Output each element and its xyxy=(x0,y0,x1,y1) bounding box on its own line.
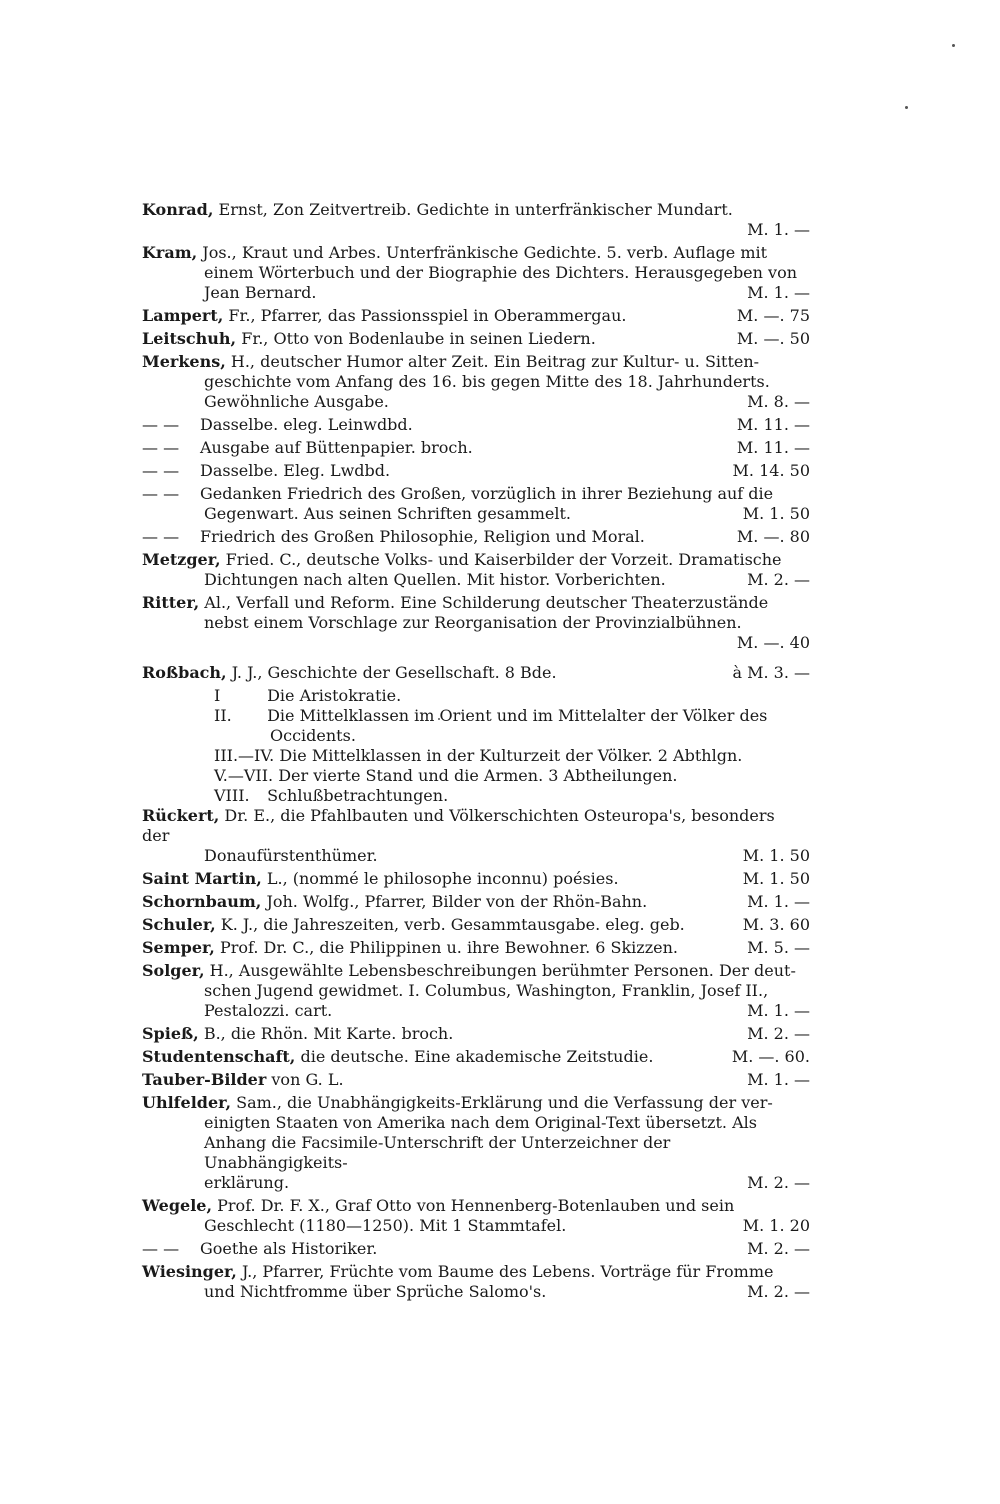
price: M. 1. — xyxy=(747,1001,810,1020)
price: M. 1. 20 xyxy=(742,1216,810,1235)
entry-text xyxy=(142,329,737,349)
entry-first-line xyxy=(142,1239,810,1259)
entry-text xyxy=(142,1024,747,1044)
entry-description: Fr., Otto von Bodenlaube in seinen Liedern. xyxy=(241,329,596,348)
price: M. 5. — xyxy=(747,938,810,957)
entry-text xyxy=(142,1047,732,1067)
ditto-dash: — — xyxy=(142,527,180,546)
entry-description: Prof. Dr. C., die Philippinen u. ihre Bewohner. 6 Skizzen. xyxy=(219,938,679,957)
catalog-entry xyxy=(142,438,810,458)
price: M. —. 40 xyxy=(736,633,810,652)
price: M. 1. 50 xyxy=(742,846,810,865)
entry-first-line xyxy=(142,1196,810,1216)
author-name: Rückert, xyxy=(142,806,220,825)
entry-first-line xyxy=(142,1024,810,1044)
catalog-entry xyxy=(142,892,810,912)
volume-number: II. xyxy=(214,706,232,725)
entry-description: Ausgabe auf Büttenpapier. broch. xyxy=(200,438,473,457)
price: M. 1. — xyxy=(747,283,810,302)
entry-description: Dr. E., die Pfahlbauten und Völkerschichten Osteuropa's, besonders der xyxy=(142,806,775,845)
entry-last-line xyxy=(142,1001,810,1021)
volume-item xyxy=(142,686,810,706)
ditto-dash: — — xyxy=(142,484,180,503)
entry-first-line xyxy=(142,892,810,912)
entry-first-line xyxy=(142,438,810,458)
price: à M. 3. — xyxy=(732,663,810,682)
entry-description: Dasselbe. eleg. Leinwdbd. xyxy=(200,415,413,434)
ditto-dash: — — xyxy=(142,438,180,457)
entry-continuation: schen Jugend gewidmet. I. Columbus, Washington, Franklin, Josef II., xyxy=(204,981,769,1000)
entry-description: H., Ausgewählte Lebensbeschreibungen berühmter Personen. Der deut- xyxy=(209,961,796,980)
author-name: Schuler, xyxy=(142,915,216,934)
catalog-entry xyxy=(142,1239,810,1259)
entry-last-line xyxy=(142,846,810,866)
entry-first-line xyxy=(142,550,810,570)
price: M. 2. — xyxy=(747,1173,810,1192)
entry-text xyxy=(142,243,810,263)
volume-number: III.—IV. xyxy=(214,746,275,765)
catalog-entry xyxy=(142,938,810,958)
catalog-entry xyxy=(142,1196,810,1236)
entry-text xyxy=(142,200,810,220)
entry-text xyxy=(142,593,810,613)
author-name: Wegele, xyxy=(142,1196,213,1215)
entry-first-line xyxy=(142,938,810,958)
entry-first-line xyxy=(142,1070,810,1090)
author-name: Metzger, xyxy=(142,550,221,569)
entry-first-line xyxy=(142,484,810,504)
entry-text xyxy=(142,663,732,683)
entry-description: Fr., Pfarrer, das Passionsspiel in Oberammergau. xyxy=(228,306,627,325)
entry-text xyxy=(142,352,810,372)
entry-text xyxy=(142,1093,810,1113)
ditto-dash: — — xyxy=(142,461,180,480)
volume-number: VIII. xyxy=(214,786,250,805)
catalog-entry xyxy=(142,484,810,524)
author-name: Leitschuh, xyxy=(142,329,237,348)
entry-text xyxy=(142,438,737,458)
entry-text xyxy=(142,484,810,504)
entry-text xyxy=(142,1262,810,1282)
catalog-entry xyxy=(142,806,810,866)
volume-item xyxy=(142,706,810,726)
entry-text xyxy=(142,961,810,981)
price: M. 1. — xyxy=(747,220,810,239)
entry-text xyxy=(142,550,810,570)
entry-description: Ernst, Zon Zeitvertreib. Gedichte in unterfränkischer Mundart. xyxy=(218,200,733,219)
entry-first-line xyxy=(142,869,810,889)
entry-description: Prof. Dr. F. X., Graf Otto von Hennenberg-Botenlauben und sein xyxy=(217,1196,735,1215)
entry-continuation: Donaufürstenthümer. xyxy=(204,846,378,865)
entry-description: J. J., Geschichte der Gesellschaft. 8 Bde. xyxy=(231,663,557,682)
entry-text xyxy=(142,938,747,958)
author-name: Saint Martin, xyxy=(142,869,262,888)
author-name: Ritter, xyxy=(142,593,200,612)
author-name: Lampert, xyxy=(142,306,224,325)
entry-text xyxy=(142,892,747,912)
entry-text xyxy=(142,1239,747,1259)
author-name: Solger, xyxy=(142,961,205,980)
catalog-entry xyxy=(142,352,810,412)
entry-text xyxy=(142,1196,810,1216)
entry-continuation: geschichte vom Anfang des 16. bis gegen Mitte des 18. Jahrhunderts. xyxy=(204,372,770,391)
volume-title: Schlußbetrachtungen. xyxy=(267,786,449,805)
catalog-entry xyxy=(142,415,810,435)
volume-list xyxy=(142,686,810,806)
author-name: Tauber-Bilder xyxy=(142,1070,267,1089)
catalog-entry xyxy=(142,1093,810,1193)
entry-description: Sam., die Unabhängigkeits-Erklärung und die Verfassung der ver- xyxy=(236,1093,773,1112)
paper-speck xyxy=(952,44,955,47)
catalog-entry xyxy=(142,1047,810,1067)
volume-item xyxy=(142,786,810,806)
author-name: Merkens, xyxy=(142,352,226,371)
price: M. —. 80 xyxy=(736,527,810,546)
entry-description: Friedrich des Großen Philosophie, Religion und Moral. xyxy=(200,527,645,546)
entry-first-line xyxy=(142,415,810,435)
volume-item xyxy=(142,766,810,786)
entry-first-line xyxy=(142,915,810,935)
entry-first-line xyxy=(142,806,810,846)
entry-description: Al., Verfall und Reform. Eine Schilderung deutscher Theaterzustände xyxy=(204,593,769,612)
entry-last-line xyxy=(142,1282,810,1302)
entry-first-line xyxy=(142,200,810,220)
paper-speck xyxy=(905,106,908,109)
catalog-entry xyxy=(142,306,810,326)
price: M. 1. 50 xyxy=(742,869,810,888)
entry-last-line xyxy=(142,283,810,303)
entry-last-line xyxy=(142,1216,810,1236)
entry-last-line xyxy=(142,570,810,590)
catalog-entry xyxy=(142,550,810,590)
entry-text xyxy=(142,306,737,326)
volume-title: Die Mittelklassen im Orient und im Mittelalter der Völker des xyxy=(267,706,768,725)
volume-number: V.—VII. xyxy=(214,766,274,785)
price: M. 11. — xyxy=(736,415,810,434)
entry-continuation: Jean Bernard. xyxy=(204,283,317,302)
entry-first-line xyxy=(142,243,810,263)
entry-first-line xyxy=(142,527,810,547)
volume-title-continuation: Occidents. xyxy=(270,726,356,745)
entry-first-line xyxy=(142,663,810,683)
price: M. 2. — xyxy=(747,1239,810,1258)
price: M. —. 60. xyxy=(731,1047,810,1066)
price: M. 11. — xyxy=(736,438,810,457)
entry-last-line xyxy=(142,504,810,524)
entry-description: Joh. Wolfg., Pfarrer, Bilder von der Rhön-Bahn. xyxy=(266,892,648,911)
entry-last-line xyxy=(142,1173,810,1193)
catalog-entry xyxy=(142,1070,810,1090)
author-name: Kram, xyxy=(142,243,198,262)
entry-first-line xyxy=(142,329,810,349)
volume-item xyxy=(142,746,810,766)
price: M. —. 50 xyxy=(736,329,810,348)
entry-continuation: Pestalozzi. cart. xyxy=(204,1001,333,1020)
entry-text xyxy=(142,806,810,846)
entry-text xyxy=(142,1070,747,1090)
entry-description: K. J., die Jahreszeiten, verb. Gesammtausgabe. eleg. geb. xyxy=(220,915,685,934)
catalog-entry xyxy=(142,593,810,653)
catalog-entry xyxy=(142,915,810,935)
entry-description: J., Pfarrer, Früchte vom Baume des Lebens. Vorträge für Fromme xyxy=(241,1262,774,1281)
price: M. 1. 50 xyxy=(742,504,810,523)
entry-description: B., die Rhön. Mit Karte. broch. xyxy=(203,1024,454,1043)
author-name: Konrad, xyxy=(142,200,214,219)
entry-description: L., (nommé le philosophe inconnu) poésies. xyxy=(266,869,619,888)
entry-continuation: einigten Staaten von Amerika nach dem Original-Text übersetzt. Als xyxy=(204,1113,757,1132)
price: M. 1. — xyxy=(747,1070,810,1089)
entry-continuation: Gegenwart. Aus seinen Schriften gesammelt. xyxy=(204,504,571,523)
catalog-entry xyxy=(142,200,810,240)
entry-continuation: Geschlecht (1180—1250). Mit 1 Stammtafel. xyxy=(204,1216,567,1235)
author-name: Uhlfelder, xyxy=(142,1093,232,1112)
entry-first-line xyxy=(142,593,810,613)
entry-description: die deutsche. Eine akademische Zeitstudie. xyxy=(300,1047,654,1066)
catalog-listing xyxy=(142,200,810,1305)
entry-text xyxy=(142,869,743,889)
entry-continuation: nebst einem Vorschlage zur Reorganisation der Provinzialbühnen. xyxy=(204,613,742,632)
price: M. 2. — xyxy=(747,1282,810,1301)
price: M. 3. 60 xyxy=(742,915,810,934)
entry-description: von G. L. xyxy=(271,1070,344,1089)
ditto-dash: — — xyxy=(142,415,180,434)
entry-continuation: Dichtungen nach alten Quellen. Mit histor. Vorberichten. xyxy=(204,570,666,589)
catalog-entry xyxy=(142,869,810,889)
entry-description: Fried. C., deutsche Volks- und Kaiserbilder der Vorzeit. Dramatische xyxy=(225,550,782,569)
catalog-entry xyxy=(142,527,810,547)
volume-title: Die Aristokratie. xyxy=(267,686,402,705)
author-name: Roßbach, xyxy=(142,663,227,682)
entry-first-line xyxy=(142,306,810,326)
author-name: Spieß, xyxy=(142,1024,199,1043)
price: M. 14. 50 xyxy=(732,461,810,480)
entry-description: H., deutscher Humor alter Zeit. Ein Beitrag zur Kultur- u. Sitten- xyxy=(230,352,760,371)
price: M. 2. — xyxy=(747,570,810,589)
catalog-entry xyxy=(142,961,810,1021)
price: M. 8. — xyxy=(747,392,810,411)
entry-text xyxy=(142,461,733,481)
catalog-entry xyxy=(142,1262,810,1302)
entry-first-line xyxy=(142,1047,810,1067)
entry-text xyxy=(142,415,737,435)
entry-last-line xyxy=(142,392,810,412)
entry-continuation: und Nichtfromme über Sprüche Salomo's. xyxy=(204,1282,547,1301)
entry-first-line xyxy=(142,352,810,372)
entry-text xyxy=(142,527,737,547)
author-name: Semper, xyxy=(142,938,215,957)
entry-continuation: Gewöhnliche Ausgabe. xyxy=(204,392,389,411)
ditto-dash: — — xyxy=(142,1239,180,1258)
entry-continuation: einem Wörterbuch und der Biographie des Dichters. Herausgegeben von xyxy=(204,263,798,282)
price: M. 2. — xyxy=(747,1024,810,1043)
entry-description: Goethe als Historiker. xyxy=(200,1239,378,1258)
entry-first-line xyxy=(142,461,810,481)
catalog-entry xyxy=(142,663,810,683)
volume-title: Der vierte Stand und die Armen. 3 Abtheilungen. xyxy=(278,766,678,785)
entry-text xyxy=(142,915,743,935)
author-name: Schornbaum, xyxy=(142,892,262,911)
entry-first-line xyxy=(142,1093,810,1113)
volume-number: I xyxy=(214,686,221,705)
entry-continuation: erklärung. xyxy=(204,1173,290,1192)
entry-description: Dasselbe. Eleg. Lwdbd. xyxy=(200,461,391,480)
price: M. —. 75 xyxy=(736,306,810,325)
entry-description: Gedanken Friedrich des Großen, vorzüglich in ihrer Beziehung auf die xyxy=(200,484,774,503)
volume-title: Die Mittelklassen in der Kulturzeit der Völker. 2 Abthlgn. xyxy=(279,746,743,765)
author-name: Wiesinger, xyxy=(142,1262,237,1281)
catalog-entry xyxy=(142,1024,810,1044)
entry-first-line xyxy=(142,961,810,981)
catalog-entry xyxy=(142,461,810,481)
entry-description: Jos., Kraut und Arbes. Unterfränkische Gedichte. 5. verb. Auflage mit xyxy=(202,243,768,262)
entry-first-line xyxy=(142,1262,810,1282)
catalog-entry xyxy=(142,329,810,349)
entry-continuation: Anhang die Facsimile-Unterschrift der Unterzeichner der Unabhängigkeits- xyxy=(204,1133,671,1172)
price: M. 1. — xyxy=(747,892,810,911)
author-name: Studentenschaft, xyxy=(142,1047,296,1066)
catalog-entry xyxy=(142,243,810,303)
